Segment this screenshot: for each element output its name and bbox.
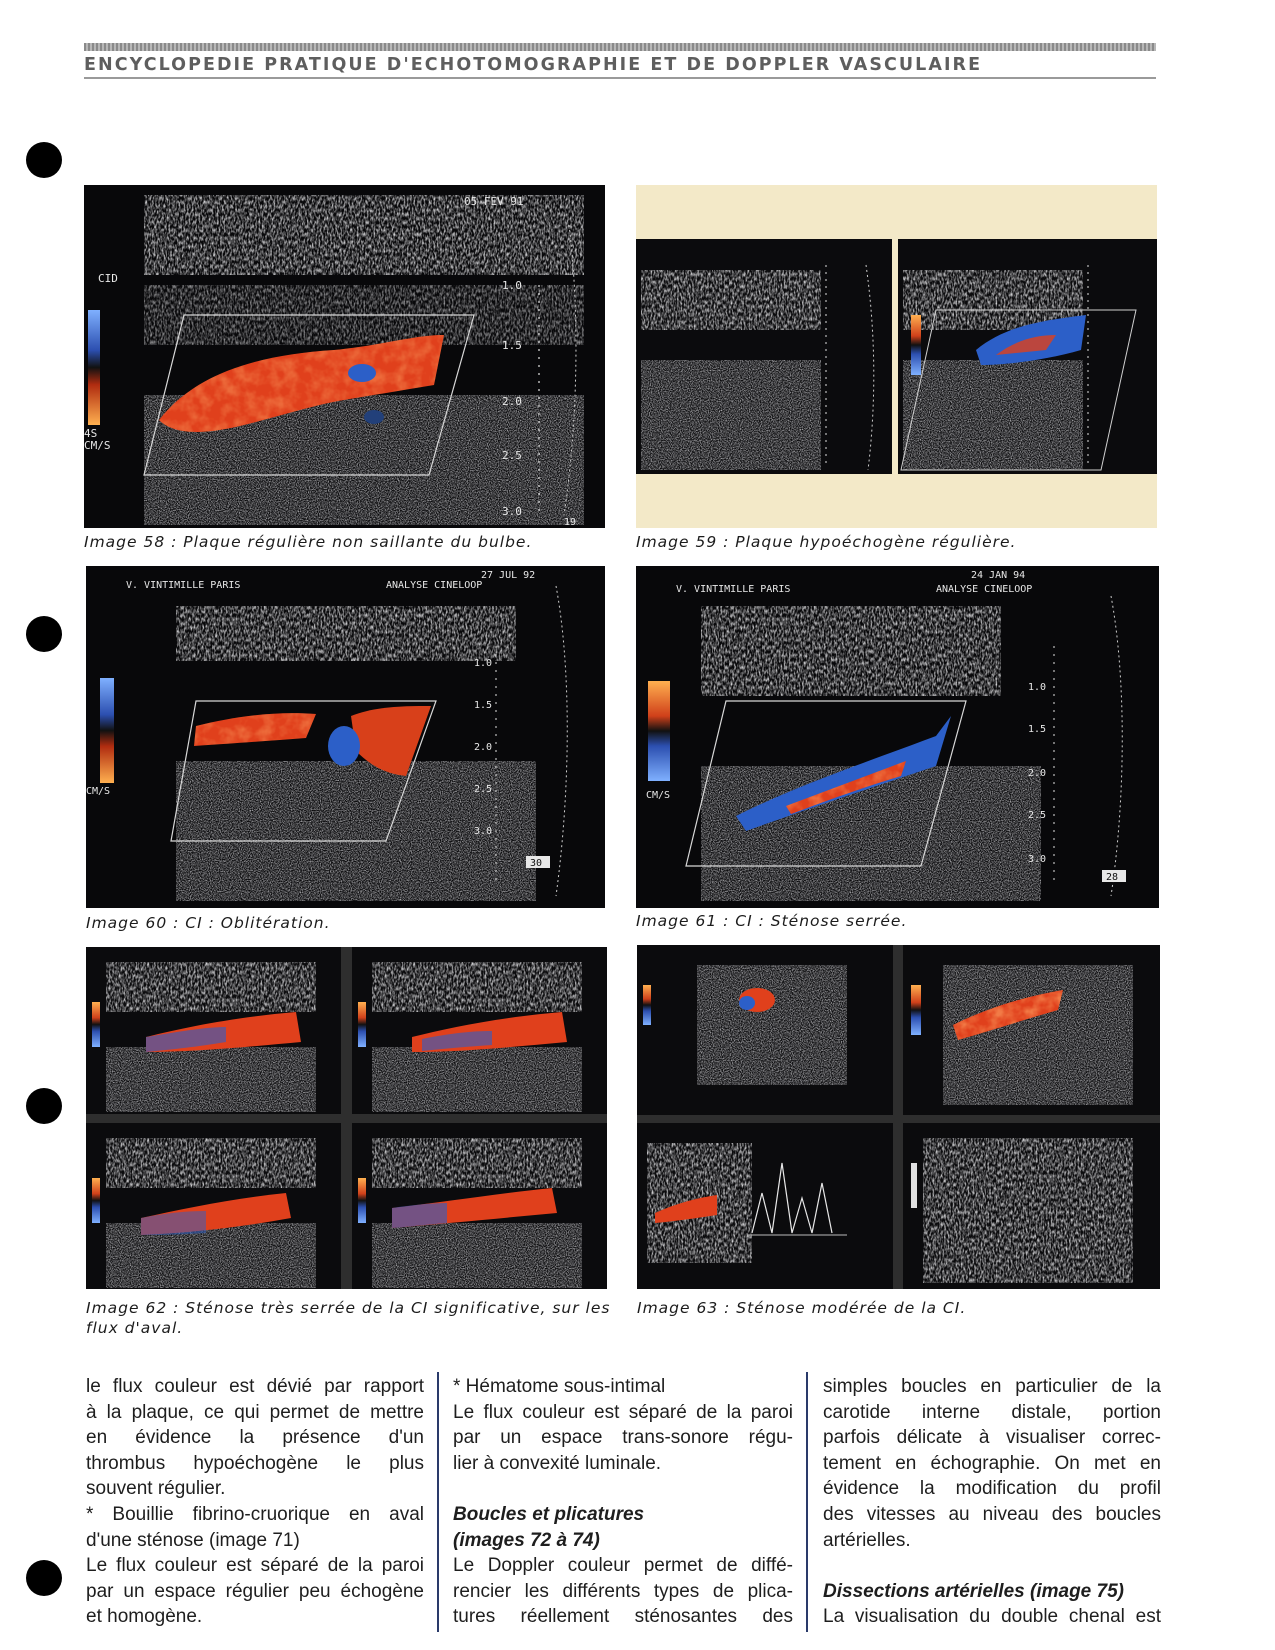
caption-image-63: Image 63 : Sténose modérée de la CI.: [637, 1299, 967, 1317]
caption-image-60: Image 60 : CI : Oblitération.: [86, 914, 331, 932]
image-63-panel-4: [903, 1123, 1160, 1289]
col1-line-5: souvent régulier.: [86, 1478, 226, 1500]
punch-hole-1: [26, 142, 62, 178]
text-column-3: [823, 1374, 1161, 1630]
image-59-ultrasound: [636, 185, 1157, 528]
section-heading-dissections: Dissections artérielles (image 75): [823, 1580, 1124, 1602]
header-rule: [84, 77, 1156, 79]
caption-image-62: Image 62 : Sténose très serrée de la CI significative, sur les flux d'aval.: [86, 1299, 611, 1337]
image-58-cid-label: CID: [98, 272, 118, 285]
col2-line-5: Le Doppler couleur permet de diffé-: [453, 1555, 793, 1577]
image-58-ultrasound: [84, 185, 605, 528]
col3-line-8: La visualisation du double chenal est: [823, 1606, 1161, 1628]
punch-hole-3: [26, 1088, 62, 1124]
image-61-depth-1-5: 1.5: [1028, 724, 1047, 735]
image-60-depth-2-5: 2.5: [474, 784, 493, 795]
col2-line-2: Le flux couleur est séparé de la paroi: [453, 1401, 793, 1423]
image-63-panel-1: [637, 945, 893, 1115]
image-60-mode: ANALYSE CINELOOP: [386, 580, 483, 591]
image-61-ultrasound: [636, 566, 1159, 908]
image-62-panel-4: [352, 1123, 607, 1289]
section-heading-boucles: Boucles et plicatures: [453, 1503, 645, 1525]
image-61-frame-number: 28: [1106, 872, 1119, 883]
image-63-ultrasound-quad: [637, 945, 1160, 1289]
image-58-velocity-unit: CM/S: [84, 439, 111, 452]
col2-line-7: tures réellement sténosantes des: [453, 1606, 793, 1628]
col3-line-4: tement en échographie. On met en: [823, 1452, 1161, 1474]
image-58-depth-1: 1.0: [502, 279, 522, 292]
caption-image-59: Image 59 : Plaque hypoéchogène régulière.: [636, 533, 1017, 551]
image-58-frame-number: 19: [564, 517, 577, 528]
image-61-date: 24 JAN 94: [971, 570, 1026, 581]
section-heading-boucles-images: (images 72 à 74): [453, 1529, 600, 1551]
image-58-depth-2-5: 2.5: [502, 449, 522, 462]
image-60-depth-2: 2.0: [474, 742, 493, 753]
image-60-frame-number: 30: [530, 858, 543, 869]
image-62-panel-3: [86, 1123, 341, 1289]
col1-line-7: d'une sténose (image 71): [86, 1529, 300, 1551]
image-60-clinic: V. VINTIMILLE PARIS: [126, 580, 241, 591]
col3-line-5: évidence la modification du profil: [823, 1478, 1161, 1500]
image-60-velocity-unit: CM/S: [86, 786, 111, 797]
image-61-velocity-unit: CM/S: [646, 790, 671, 801]
image-60-depth-1-5: 1.5: [474, 700, 493, 711]
caption-image-58: Image 58 : Plaque régulière non saillante du bulbe.: [84, 533, 533, 551]
caption-image-61: Image 61 : CI : Sténose serrée.: [636, 912, 908, 930]
image-61-depth-3: 3.0: [1028, 854, 1047, 865]
image-63-panel-3: [637, 1123, 893, 1289]
image-58-depth-3: 3.0: [502, 505, 522, 518]
punch-hole-4: [26, 1560, 62, 1596]
col3-line-3: parfois délicate à visualiser correc-: [823, 1427, 1161, 1449]
col1-line-8: Le flux couleur est séparé de la paroi: [86, 1555, 424, 1577]
image-61-depth-2-5: 2.5: [1028, 810, 1047, 821]
punch-hole-2: [26, 616, 62, 652]
image-58-depth-1-5: 1.5: [502, 339, 522, 352]
image-60-ultrasound: [86, 566, 605, 908]
image-61-clinic: V. VINTIMILLE PARIS: [676, 584, 791, 595]
text-column-1: [86, 1374, 424, 1630]
image-58-velocity-value: 4S: [84, 427, 98, 440]
col1-line-2: à la plaque, ce qui permet de mettre: [86, 1401, 424, 1423]
image-61-depth-1: 1.0: [1028, 682, 1047, 693]
col1-line-4: thrombus hypoéchogène le plus: [86, 1452, 424, 1474]
image-61-mode: ANALYSE CINELOOP: [936, 584, 1033, 595]
image-62-panel-1: [86, 947, 341, 1114]
running-header: ENCYCLOPEDIE PRATIQUE D'ECHOTOMOGRAPHIE ET DE DOPPLER VASCULAIRE: [84, 55, 983, 75]
image-62-ultrasound-quad: [86, 947, 607, 1289]
col1-line-6: * Bouillie fibrino-cruorique en aval: [86, 1503, 424, 1525]
image-63-panel-2: [903, 945, 1160, 1115]
col3-line-2: carotide interne distale, portion: [823, 1401, 1161, 1423]
image-58-depth-2: 2.0: [502, 395, 522, 408]
col1-line-10: et homogène.: [86, 1606, 203, 1628]
col2-line-6: rencier les différents types de plica-: [453, 1580, 793, 1602]
col2-line-1: * Hématome sous-intimal: [453, 1376, 666, 1397]
col3-line-1: simples boucles en particulier de la: [823, 1376, 1161, 1397]
col2-line-3: par un espace trans-sonore régu-: [453, 1427, 793, 1449]
col1-line-1: le flux couleur est dévié par rapport: [86, 1376, 424, 1397]
image-60-depth-1: 1.0: [474, 658, 493, 669]
image-62-panel-2: [352, 947, 607, 1114]
col3-line-7: artérielles.: [823, 1529, 911, 1551]
col1-line-9: par un espace régulier peu échogène: [86, 1580, 424, 1602]
col2-line-4: lier à convexité luminale.: [453, 1452, 662, 1474]
header-stripe: [84, 43, 1156, 51]
column-divider-1: [437, 1372, 439, 1632]
col1-line-3: en évidence la présence d'un: [86, 1427, 424, 1449]
image-58-date: 05 FEV 91: [464, 195, 524, 208]
col3-line-6: des vitesses au niveau des boucles: [823, 1503, 1161, 1525]
text-column-2: [453, 1374, 793, 1630]
image-60-depth-3: 3.0: [474, 826, 493, 837]
column-divider-2: [806, 1372, 808, 1632]
image-60-date: 27 JUL 92: [481, 570, 536, 581]
image-61-depth-2: 2.0: [1028, 768, 1047, 779]
